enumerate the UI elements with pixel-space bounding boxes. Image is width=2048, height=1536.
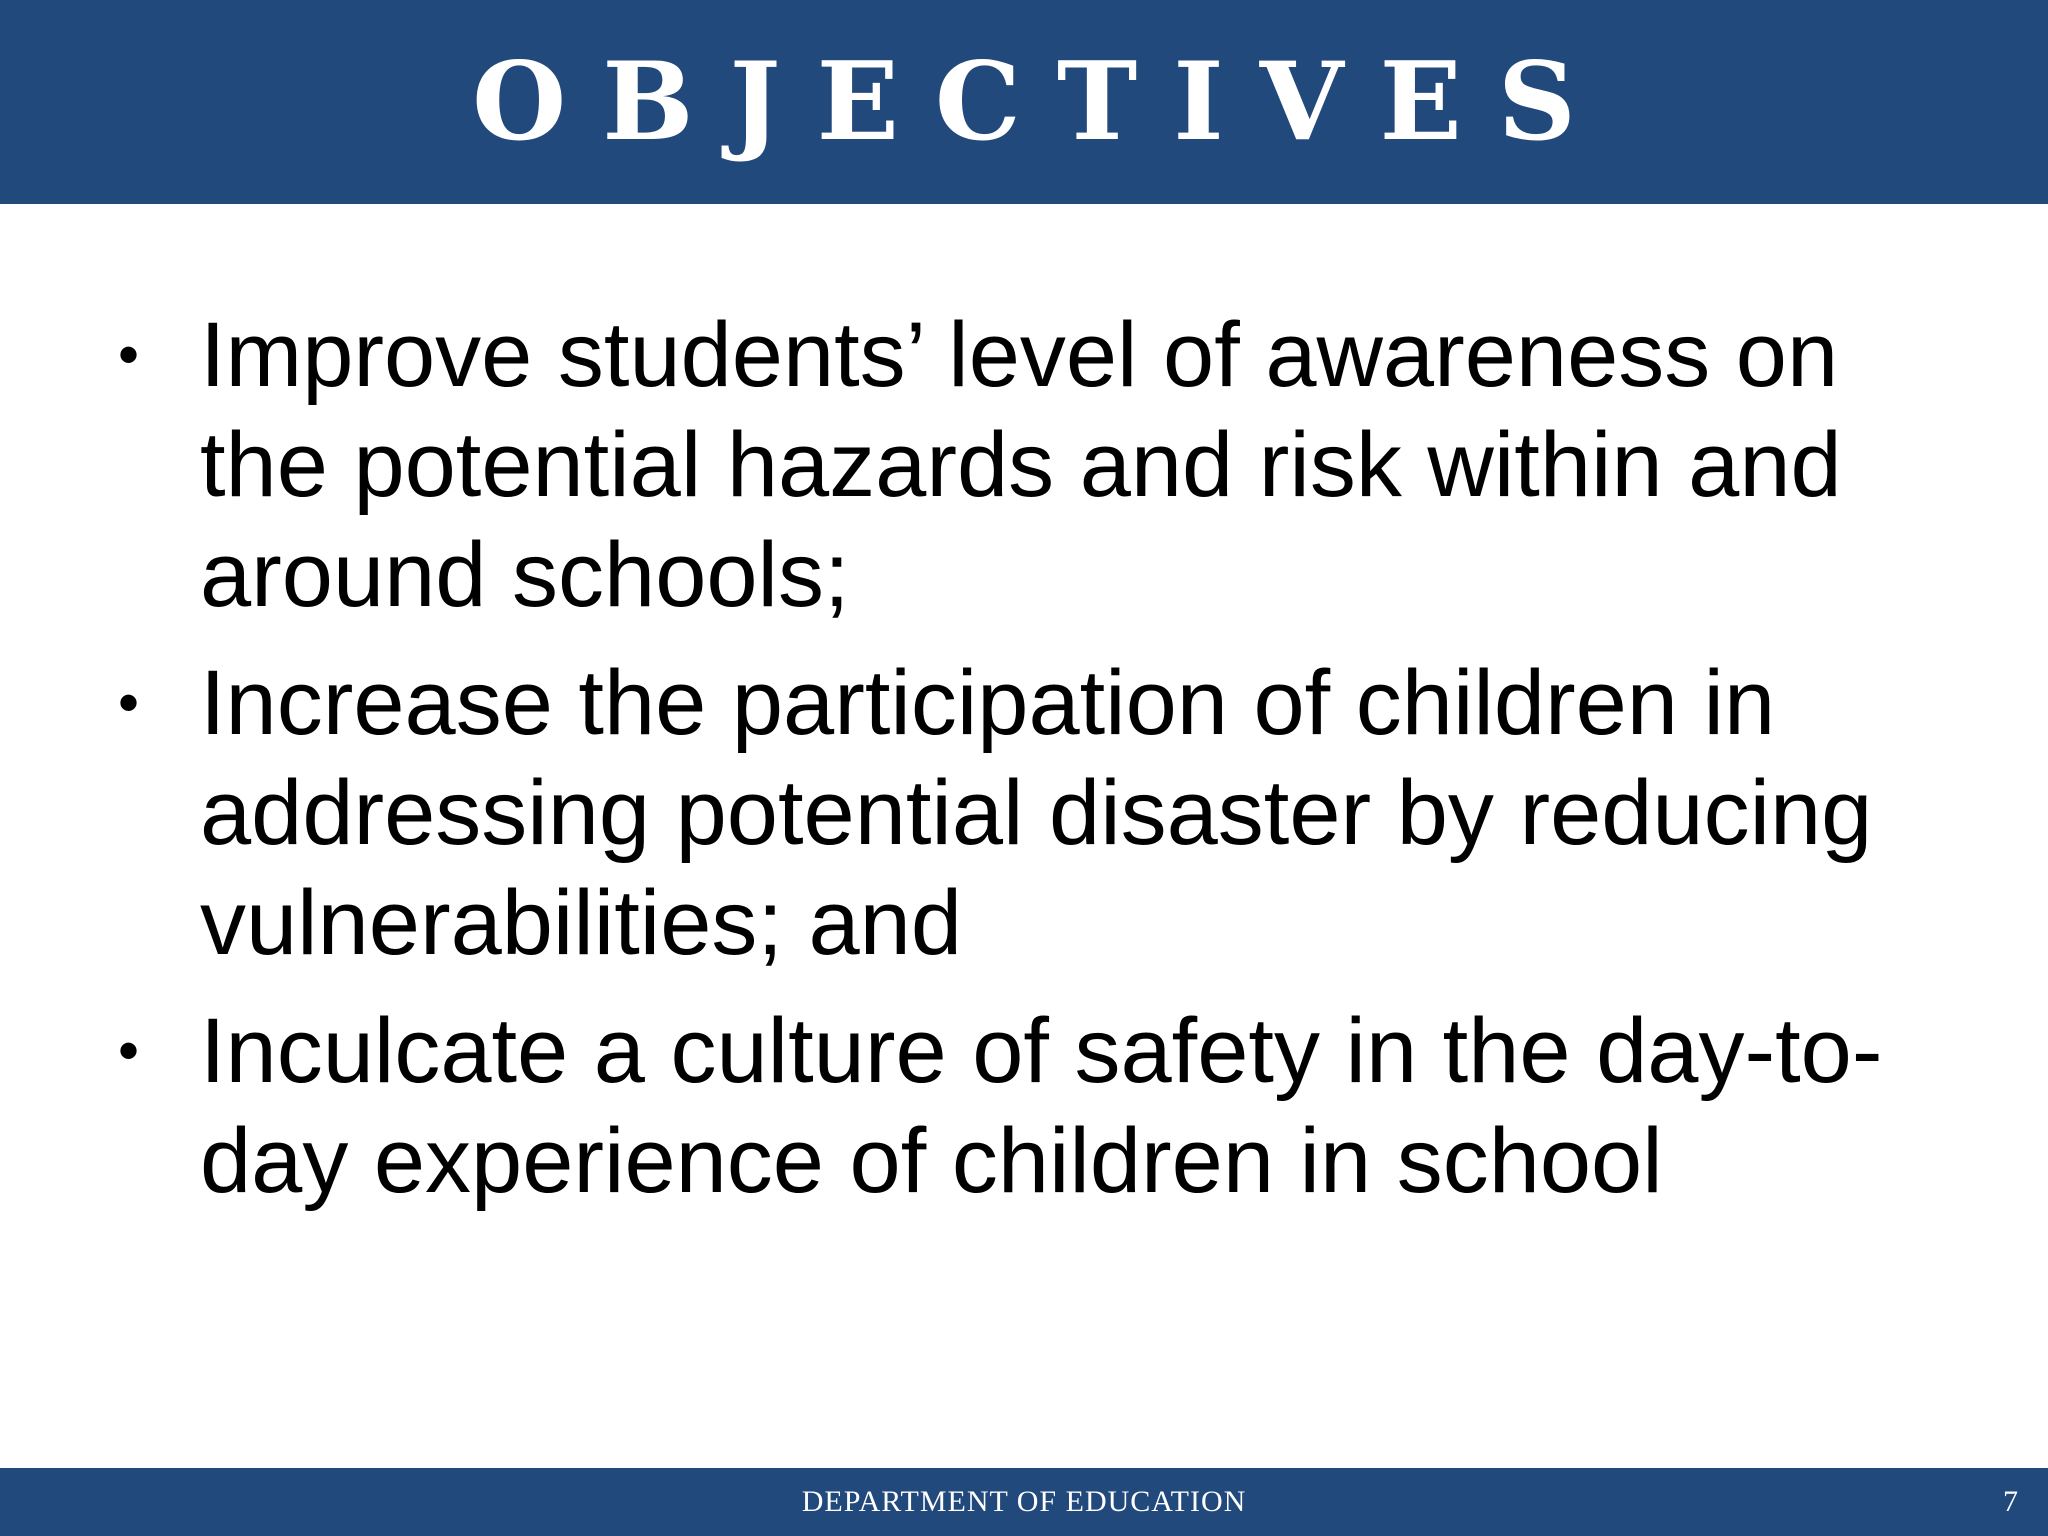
bullet-icon: • <box>118 1017 140 1084</box>
footer-band <box>0 1468 2048 1536</box>
header-band <box>0 0 2048 204</box>
list-item <box>118 996 1918 1216</box>
objective-text: Inculcate a culture of safety in the day-to-day experience of children in school <box>200 1000 1883 1212</box>
bullet-icon: • <box>118 321 140 388</box>
list-item <box>118 648 1918 978</box>
objectives-list <box>118 300 1918 1234</box>
slide-title: OBJECTIVES <box>472 39 1612 165</box>
page-number: 7 <box>2003 1485 2018 1518</box>
list-item <box>118 300 1918 630</box>
objective-text: Increase the participation of children in addressing potential disaster by reducing vulnerabilities; and <box>200 652 1873 974</box>
bullet-icon: • <box>118 669 140 736</box>
footer-label: DEPARTMENT OF EDUCATION <box>801 1485 1247 1518</box>
objective-text: Improve students’ level of awareness on the potential hazards and risk within and around schools; <box>200 304 1842 626</box>
